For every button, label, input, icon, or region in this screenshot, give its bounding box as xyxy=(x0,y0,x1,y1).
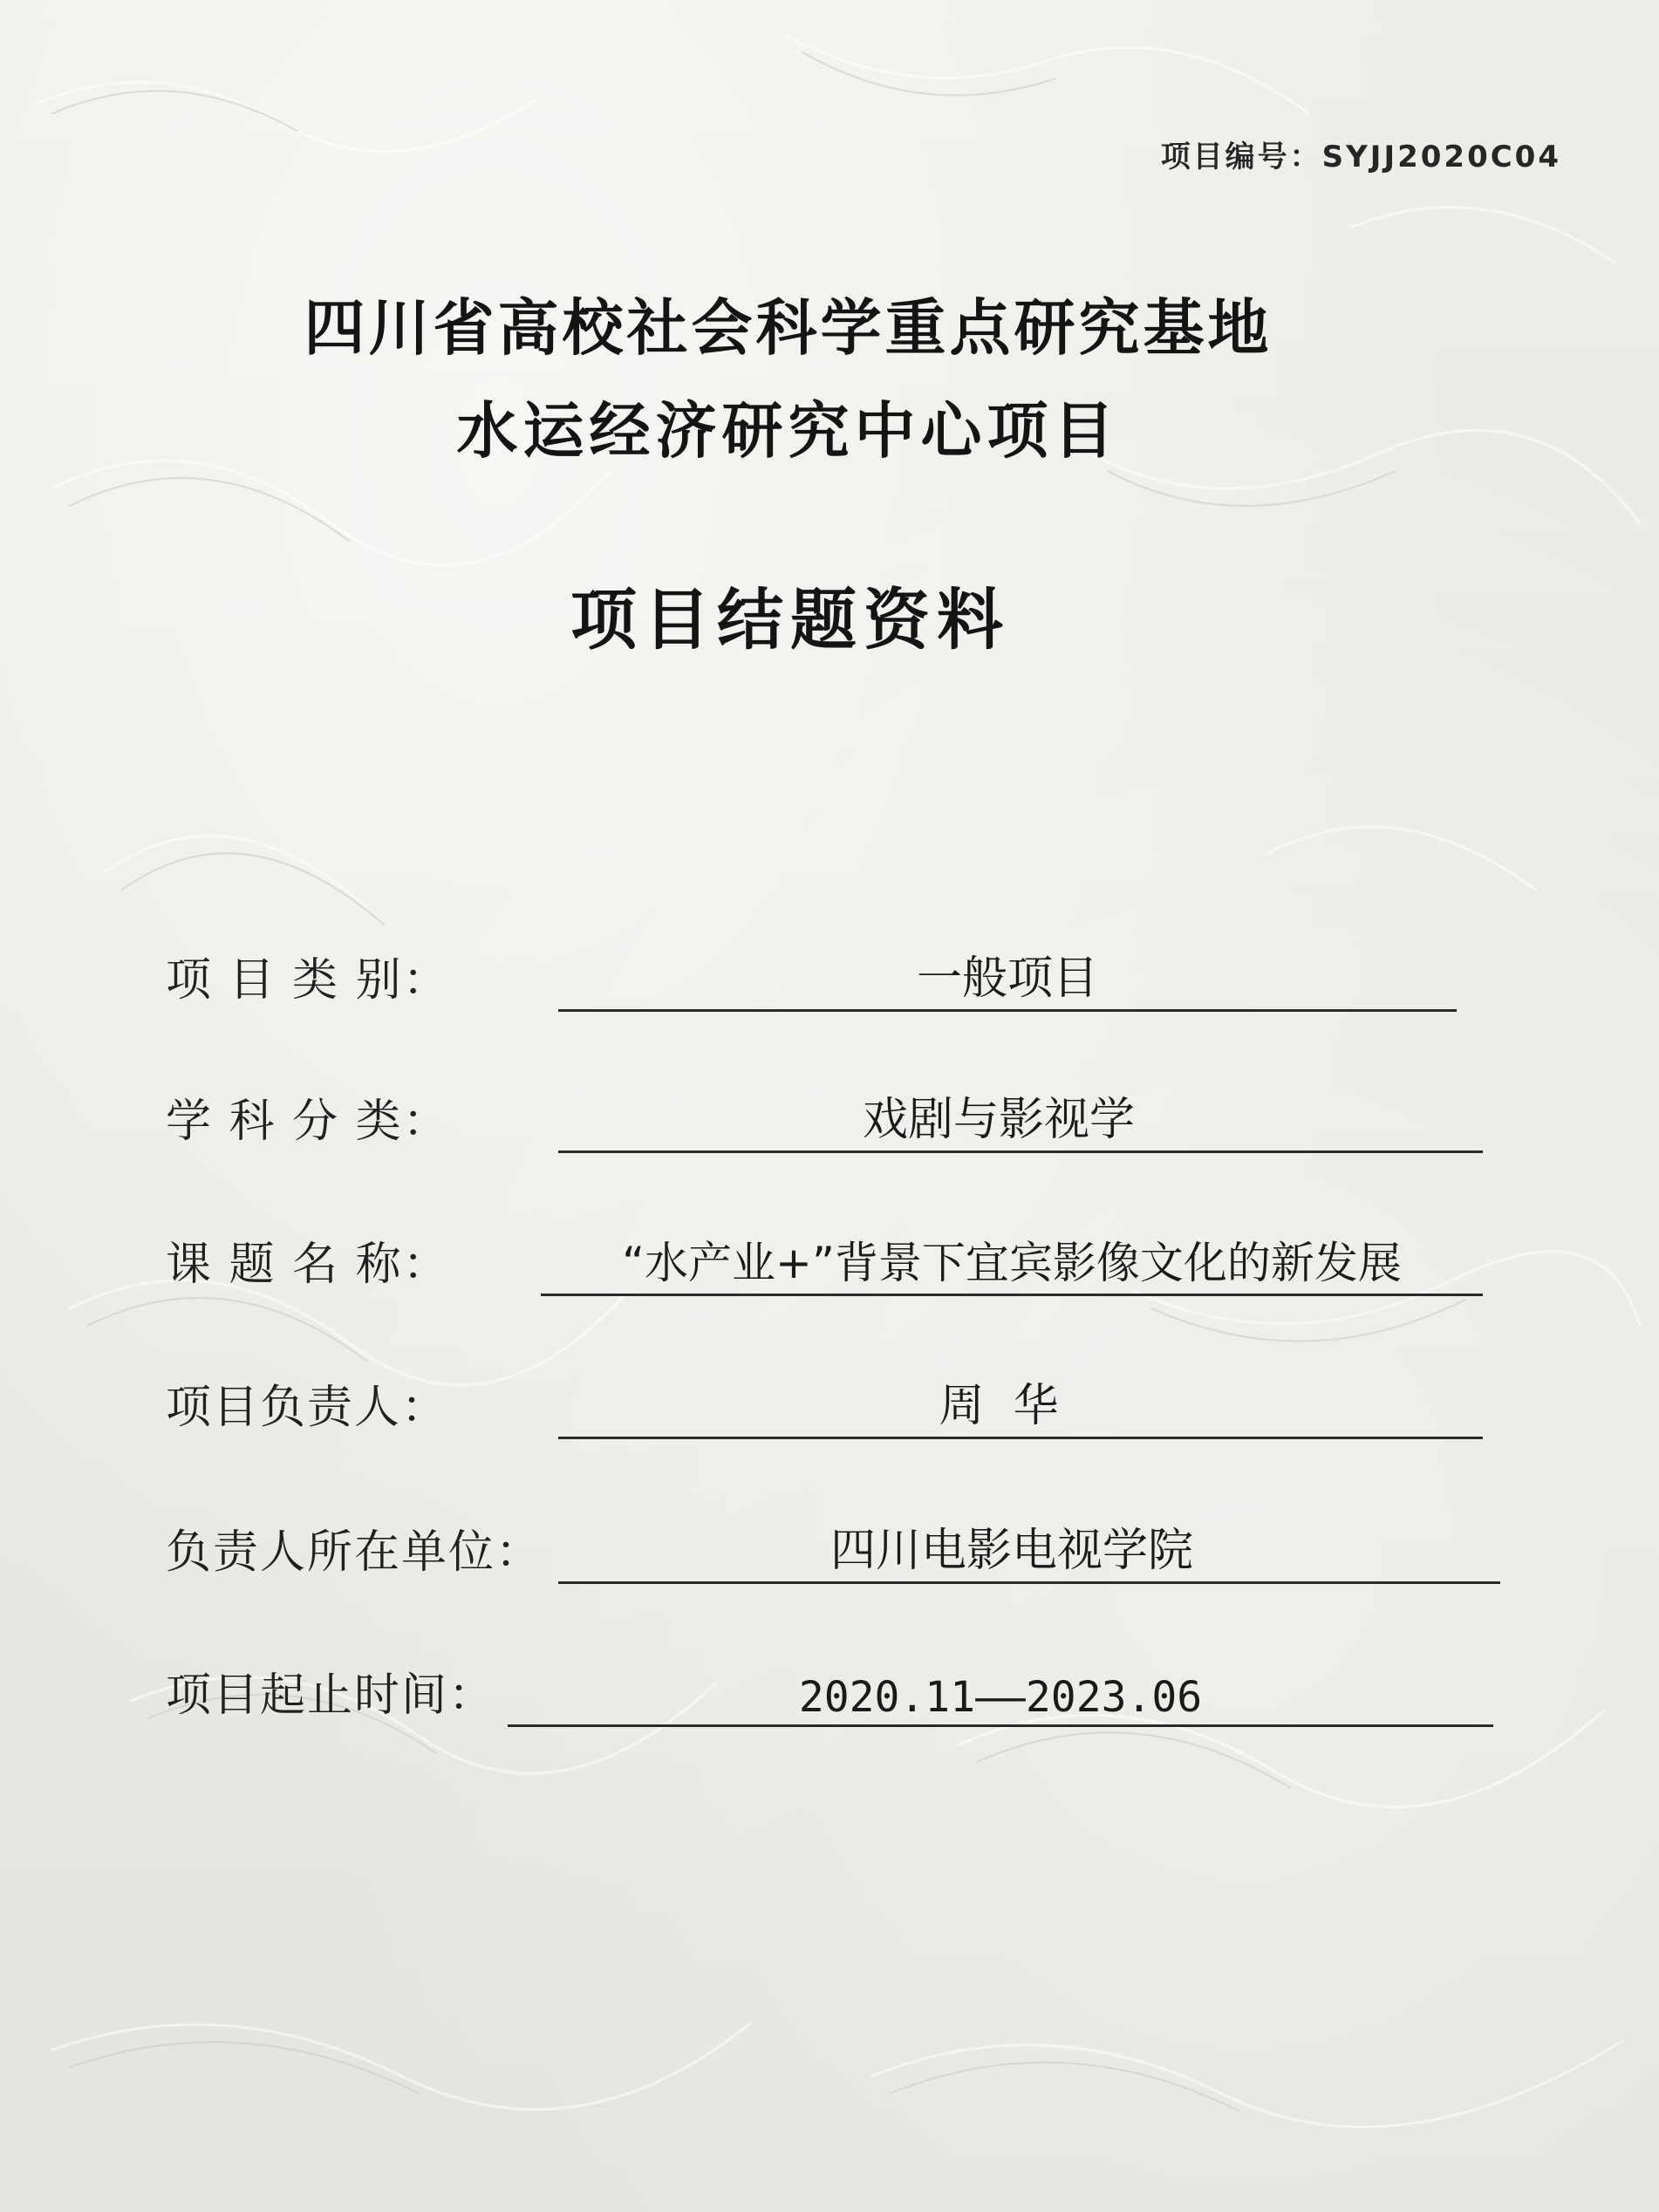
field-value: 戏剧与影视学 xyxy=(862,1094,1135,1146)
field-value: 周 华 xyxy=(939,1380,1059,1432)
field-project-period xyxy=(166,1649,1509,1727)
underline xyxy=(508,1724,1493,1727)
field-value: “水产业+”背景下宜宾影像文化的新发展 xyxy=(622,1238,1402,1288)
field-discipline xyxy=(166,1075,1509,1153)
field-project-category xyxy=(166,933,1509,1012)
project-number: 项目编号：SYJJ2020C04 xyxy=(1160,140,1561,174)
document-title-line-2: 水运经济研究中心项目 xyxy=(456,395,1120,467)
underline xyxy=(558,1581,1500,1584)
field-label: 项目负责人： xyxy=(166,1382,449,1434)
underline xyxy=(558,1009,1457,1012)
document-title-line-1: 四川省高校社会科学重点研究基地 xyxy=(304,292,1273,364)
underline xyxy=(558,1437,1483,1439)
field-label: 课 题 名 称： xyxy=(166,1239,450,1291)
field-project-leader xyxy=(166,1361,1509,1439)
field-topic-name xyxy=(166,1218,1509,1296)
field-value: 2020.11——2023.06 xyxy=(798,1673,1203,1722)
underline xyxy=(558,1150,1483,1153)
document-heading: 项目结题资料 xyxy=(570,581,1010,659)
underline xyxy=(541,1294,1483,1296)
field-affiliation xyxy=(166,1505,1509,1584)
field-label: 项目起止时间： xyxy=(166,1669,496,1722)
field-value: 四川电影电视学院 xyxy=(830,1525,1193,1577)
field-label: 学 科 分 类： xyxy=(166,1096,450,1148)
field-label: 负责人所在单位： xyxy=(166,1526,543,1579)
field-label: 项 目 类 别： xyxy=(166,954,450,1007)
field-value: 一般项目 xyxy=(916,952,1098,1005)
